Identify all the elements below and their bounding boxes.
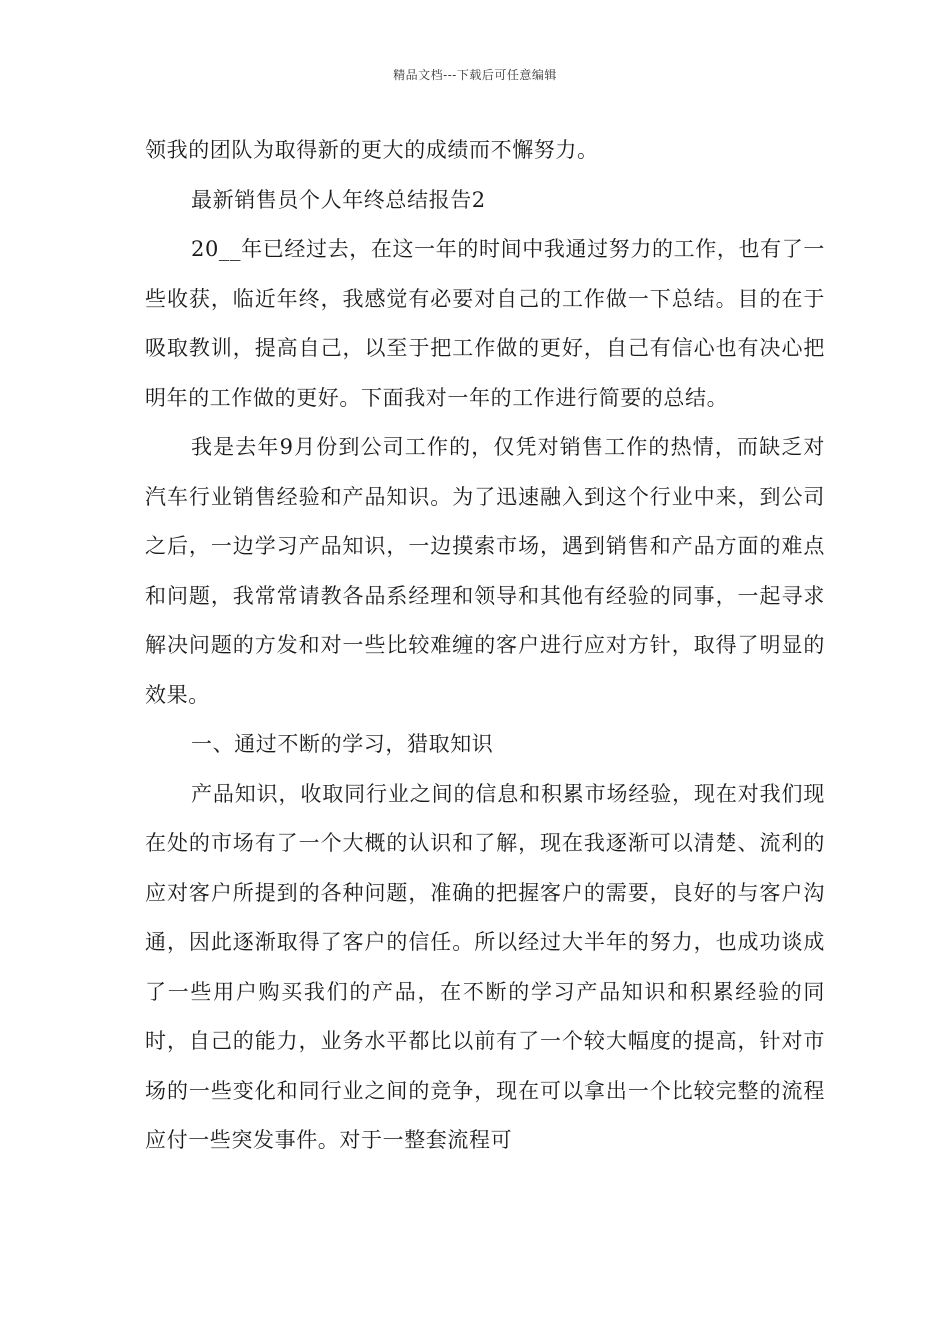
document-body <box>145 126 825 1166</box>
paragraph-intro: 20__年已经过去，在这一年的时间中我通过努力的工作，也有了一些收获，临近年终，我感觉有必要对自己的工作做一下总结。目的在于吸取教训，提高自己，以至于把工作做的更好，自己有信心也有决心把明年的工作做的更好。下面我对一年的工作进行简要的总结。 <box>145 237 825 410</box>
subheading-learning: 一、通过不断的学习，猎取知识 <box>191 732 494 756</box>
paragraph-background: 我是去年9月份到公司工作的，仅凭对销售工作的热情，而缺乏对汽车行业销售经验和产品知识。为了迅速融入到这个行业中来，到公司之后，一边学习产品知识，一边摸索市场，遇到销售和产品方面的难点和问题，我常常请教各品系经理和领导和其他有经验的同事，一起寻求解决问题的方发和对一些比较难缠的客户进行应对方针，取得了明显的效果。 <box>145 435 825 707</box>
header-note: 精品文档---下载后可任意编辑 <box>393 68 557 82</box>
paragraph-continuation: 领我的团队为取得新的更大的成绩而不懈努力。 <box>145 138 599 162</box>
paragraph-learning: 产品知识，收取同行业之间的信息和积累市场经验，现在对我们现在处的市场有了一个大概的认识和了解，现在我逐渐可以清楚、流利的应对客户所提到的各种问题，准确的把握客户的需要，良好的与客户沟通，因此逐渐取得了客户的信任。所以经过大半年的努力，也成功谈成了一些用户购买我们的产品，在不断的学习产品知识和积累经验的同时，自己的能力，业务水平都比以前有了一个较大幅度的提高，针对市场的一些变化和同行业之间的竞争，现在可以拿出一个比较完整的流程应付一些突发事件。对于一整套流程可 <box>145 781 825 1152</box>
section-title: 最新销售员个人年终总结报告2 <box>191 187 486 212</box>
